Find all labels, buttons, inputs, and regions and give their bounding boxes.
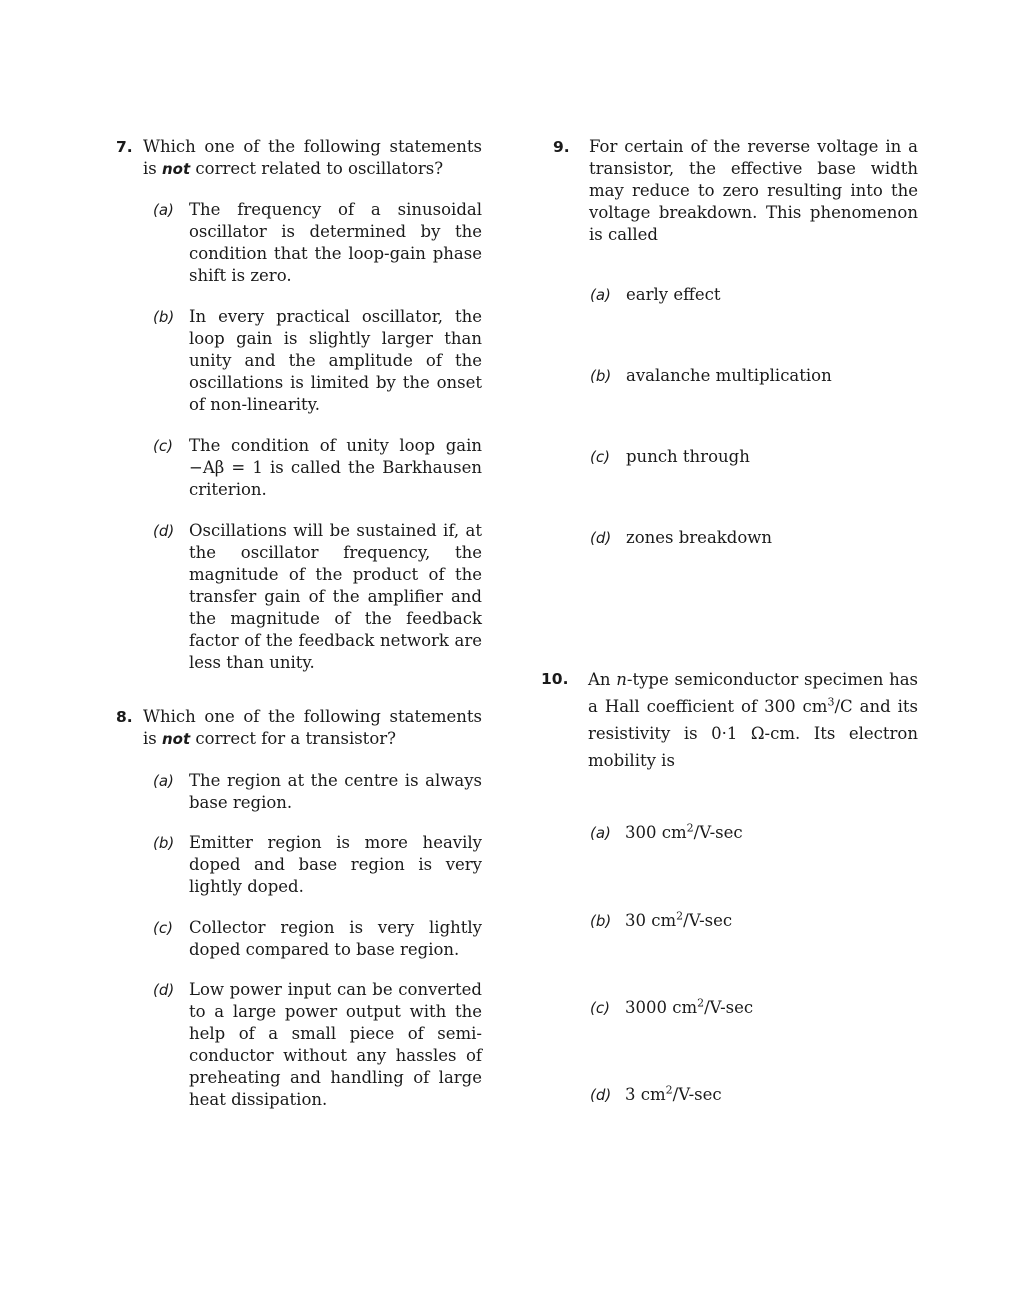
option-text: punch through: [626, 447, 750, 466]
option-text: 3 $cm^2/V-\sec$: [625, 1083, 722, 1104]
question-number: 10.: [541, 670, 569, 688]
option-text: early effect: [626, 285, 721, 304]
option-label: (b): [153, 834, 175, 852]
option-label: (c): [153, 437, 173, 455]
question-8: [116, 706, 482, 754]
option-label: (c): [590, 999, 610, 1017]
option-label: (d): [153, 522, 175, 540]
option-text: Low power input can be converted to a large power output with the help of a small piece of semi-conductor without any hassles of preheating and handling of large heat dissipation.: [189, 980, 482, 1109]
option-text: 30 $cm^2/V-\sec$: [625, 909, 733, 930]
option-text: 3000 $cm^2/V-\sec$: [625, 996, 754, 1017]
question-number: 9.: [553, 138, 570, 156]
question-stem: An n-type semiconductor specimen has a Hall coefficient of 300 $cm^3/C$ and its resistivity is 0·1 Ω-cm. Its electron mobility is: [588, 670, 918, 770]
option-label: (a): [153, 201, 174, 219]
option-label: (a): [590, 824, 611, 842]
option-text: The condition of unity loop gain −Aβ = 1 is called the Barkhausen criterion.: [189, 436, 482, 499]
option-label: (a): [153, 772, 174, 790]
option-text: Oscillations will be sustained if, at the oscillator frequency, the magnitude of the product of the transfer gain of the amplifier and the magnitude of the feedback factor of the feedback network are less than unity.: [189, 521, 482, 672]
question-number: 8.: [116, 708, 133, 726]
option-label: (d): [590, 1086, 612, 1104]
option-text: The region at the centre is always base region.: [189, 771, 482, 812]
option-label: (d): [590, 529, 612, 547]
option-label: (a): [590, 286, 611, 304]
question-stem: Which one of the following statements is not correct related to oscillators?: [143, 137, 482, 178]
option-label: (c): [153, 919, 173, 937]
emphasis-not: not: [162, 160, 191, 178]
option-text: zones breakdown: [626, 528, 773, 547]
question-number: 7.: [116, 138, 133, 156]
option-label: (b): [153, 308, 175, 326]
option-text: The frequency of a sinusoidal oscillator is determined by the condition that the loop-gain phase shift is zero.: [189, 200, 482, 285]
option-text: In every practical oscillator, the loop gain is slightly larger than unity and the amplitude of the oscillations is limited by the onset of non-linearity.: [189, 307, 482, 414]
question-stem: Which one of the following statements is not correct for a transistor?: [143, 707, 482, 748]
option-label: (d): [153, 981, 175, 999]
emphasis-not: not: [162, 730, 191, 748]
option-text: Collector region is very lightly doped compared to base region.: [189, 918, 482, 959]
option-text: 300 $cm^2/V-\sec$: [625, 821, 743, 842]
option-label: (b): [590, 367, 612, 385]
question-7: [116, 136, 482, 184]
question-stem: For certain of the reverse voltage in a transistor, the effective base width may reduce to zero resulting into the voltage breakdown. This phenomenon is called: [589, 137, 918, 244]
option-text: avalanche multiplication: [626, 366, 832, 385]
option-label: (c): [590, 448, 610, 466]
option-text: Emitter region is more heavily doped and base region is very lightly doped.: [189, 833, 482, 896]
option-label: (b): [590, 912, 612, 930]
